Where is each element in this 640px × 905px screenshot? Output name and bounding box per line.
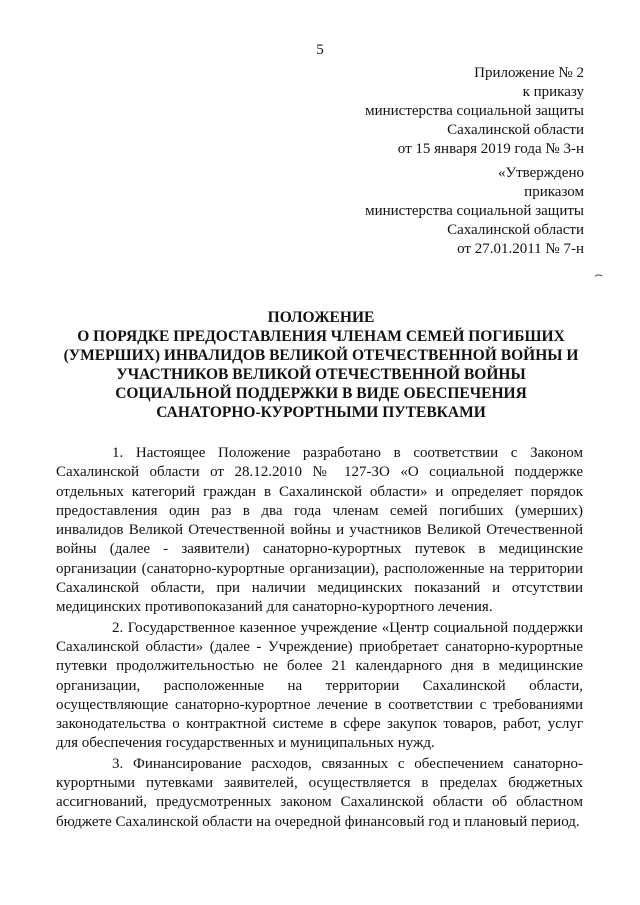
title-line: САНАТОРНО-КУРОРТНЫМИ ПУТЕВКАМИ <box>156 404 486 421</box>
page-number: 5 <box>316 42 324 58</box>
approved-line: от 27.01.2011 № 7-н <box>457 241 584 257</box>
approved-header <box>365 164 584 259</box>
appendix-line: от 15 января 2019 года № 3-н <box>397 141 584 157</box>
approved-line: Сахалинской области <box>447 222 584 238</box>
title-line: О ПОРЯДКЕ ПРЕДОСТАВЛЕНИЯ ЧЛЕНАМ СЕМЕЙ ПОГИБШИХ <box>77 328 565 345</box>
document-title <box>60 308 582 422</box>
document-body <box>56 444 583 832</box>
appendix-line: Сахалинской области <box>447 122 584 138</box>
approved-line: приказом <box>524 184 584 200</box>
appendix-header <box>365 64 584 159</box>
approved-line: «Утверждено <box>497 165 584 181</box>
title-line: СОЦИАЛЬНОЙ ПОДДЕРЖКИ В ВИДЕ ОБЕСПЕЧЕНИЯ <box>115 385 527 402</box>
approved-line: министерства социальной защиты <box>365 203 584 219</box>
title-line: УЧАСТНИКОВ ВЕЛИКОЙ ОТЕЧЕСТВЕННОЙ ВОЙНЫ <box>116 366 526 383</box>
appendix-line: Приложение № 2 <box>474 65 584 81</box>
scan-mark-decoration: ⌢ <box>594 268 604 283</box>
appendix-line: к приказу <box>522 84 584 100</box>
appendix-line: министерства социальной защиты <box>365 103 584 119</box>
title-line: ПОЛОЖЕНИЕ <box>267 309 375 326</box>
title-line: (УМЕРШИХ) ИНВАЛИДОВ ВЕЛИКОЙ ОТЕЧЕСТВЕННОЙ ВОЙНЫ И <box>63 347 579 364</box>
paragraph-1: 1. Настоящее Положение разработано в соответствии с Законом Сахалинской области от 28.12.2010 № 127-ЗО «О социальной поддержке отдельных категорий граждан в Сахалинской области» и определяет порядок предоставления один раз в два года членам семей погибших (умерших) инвалидов Великой Отечественной войны и участников Великой Отечественной войны (далее - заявители) санаторно-курортных путевок в медицинские организации (санаторно-курортные организации), расположенные на территории Сахалинской области, при наличии медицинских показаний и отсутствии медицинских противопоказаний для санаторно-курортного лечения. <box>56 445 583 616</box>
paragraph-2: 2. Государственное казенное учреждение «Центр социальной поддержки Сахалинской области» (далее - Учреждение) приобретает санаторно-курортные путевки продолжительностью не более 21 календарного дня в медицинские организации, расположенные на территории Сахалинской области, осуществляющие санаторно-курортное лечение в соответствии с требованиями законодательства о контрактной системе в сфере закупок товаров, работ, услуг для обеспечения государственных и муниципальных нужд. <box>56 619 583 752</box>
paragraph-3: 3. Финансирование расходов, связанных с обеспечением санаторно-курортными путевками заявителей, осуществляется в пределах бюджетных ассигнований, предусмотренных законом Сахалинской области об областном бюджете Сахалинской области на очередной финансовый год и плановый период. <box>56 755 583 830</box>
